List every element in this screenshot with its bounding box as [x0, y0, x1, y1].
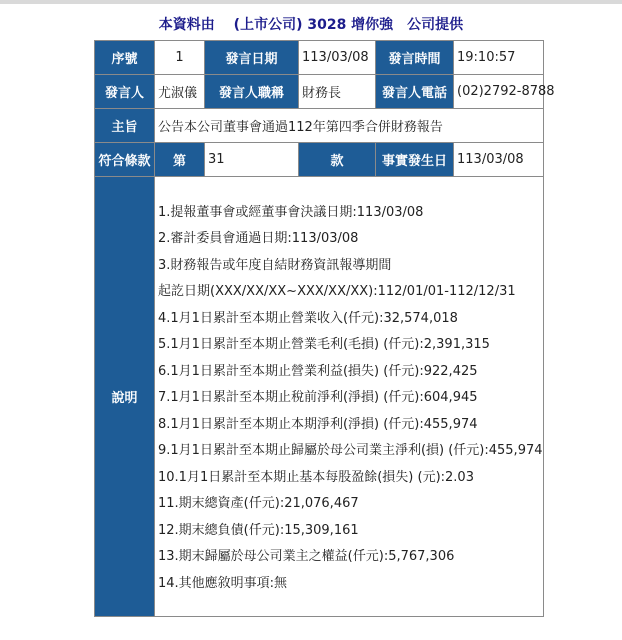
description-line: 7.1月1日累計至本期止稅前淨利(淨損) (仟元):604,945: [158, 390, 478, 406]
speaker-phone-value: (02)2792-8788: [454, 75, 544, 109]
description-line: 5.1月1日累計至本期止營業毛利(毛損) (仟元):2,391,315: [158, 337, 490, 353]
description-line: 10.1月1日累計至本期止基本每股盈餘(損失) (元):2.03: [158, 469, 474, 485]
announcement-table: [94, 40, 555, 617]
speaker-value: 尤淑儀: [155, 75, 205, 109]
description-line: 1.提報董事會或經董事會決議日期:113/03/08: [158, 204, 424, 220]
table-row-speaker: [95, 75, 544, 109]
seq-value: 1: [155, 41, 205, 75]
description-line: 13.期末歸屬於母公司業主之權益(仟元):5,767,306: [158, 549, 455, 565]
clause-label: 符合條款: [95, 143, 155, 177]
description-line: 4.1月1日累計至本期止營業收入(仟元):32,574,018: [158, 310, 458, 326]
description-line: 9.1月1日累計至本期止歸屬於母公司業主淨利(損) (仟元):455,974: [158, 443, 543, 459]
event-date-value: 113/03/08: [454, 143, 544, 177]
description-line: 11.期末總資產(仟元):21,076,467: [158, 496, 359, 512]
announce-time-value: 19:10:57: [454, 41, 544, 75]
description-line: 6.1月1日累計至本期止營業利益(損失) (仟元):922,425: [158, 363, 478, 379]
description-label: 說明: [95, 177, 155, 617]
event-date-label: 事實發生日: [376, 143, 454, 177]
section-label: 第: [155, 143, 205, 177]
section-value: 31: [205, 143, 299, 177]
description-line: 起訖日期(XXX/XX/XX~XXX/XX/XX):112/01/01-112/12/31: [158, 284, 516, 300]
article-label: 款: [299, 143, 376, 177]
top-divider: [0, 0, 622, 4]
description-content: [155, 177, 544, 617]
table-row-subject: [95, 109, 544, 143]
description-line: 14.其他應敘明事項:無: [158, 575, 288, 591]
page-title: 本資料由 (上市公司) 3028 增你強 公司提供: [158, 17, 464, 33]
speaker-phone-label: 發言人電話: [376, 75, 454, 109]
speaker-title-label: 發言人職稱: [205, 75, 299, 109]
description-line: 3.財務報告或年度自結財務資訊報導期間: [158, 257, 392, 273]
announce-time-label: 發言時間: [376, 41, 454, 75]
table-row-clause: [95, 143, 544, 177]
table-row-seq: [95, 41, 544, 75]
description-line: 2.審計委員會通過日期:113/03/08: [158, 231, 359, 247]
announce-date-label: 發言日期: [205, 41, 299, 75]
description-line: 12.期末總負債(仟元):15,309,161: [158, 522, 359, 538]
table-row-description: [95, 177, 544, 617]
description-line: 8.1月1日累計至本期止本期淨利(淨損) (仟元):455,974: [158, 416, 478, 432]
announce-date-value: 113/03/08: [299, 41, 376, 75]
speaker-title-value: 財務長: [299, 75, 376, 109]
subject-value: 公告本公司董事會通過112年第四季合併財務報告: [155, 109, 544, 143]
seq-label: 序號: [95, 41, 155, 75]
subject-label: 主旨: [95, 109, 155, 143]
speaker-label: 發言人: [95, 75, 155, 109]
